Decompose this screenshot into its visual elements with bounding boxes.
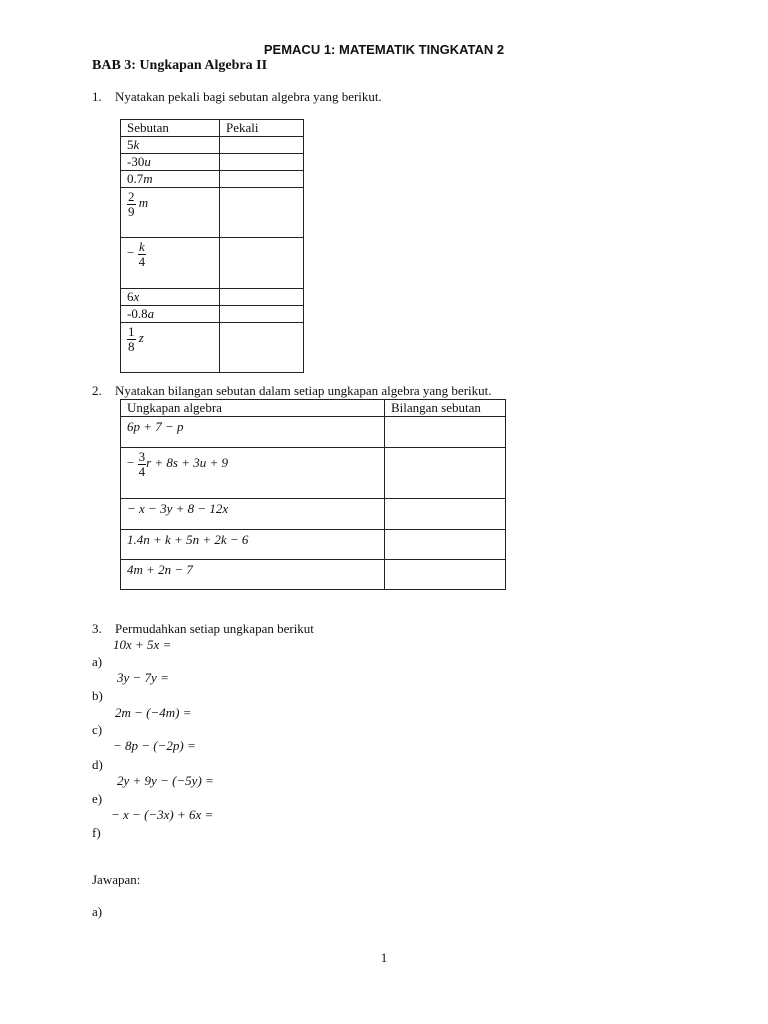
question-1-number: 1. (92, 89, 102, 104)
table-row (121, 171, 304, 188)
term-count-table (120, 399, 506, 590)
label-c: c) (92, 722, 103, 737)
answer-label-a: a) (92, 904, 103, 919)
term-cell: $\frac{2}{9}$ m (121, 188, 220, 238)
expression-cell: − $\frac{3}{4}$ r + 8s + 3u + 9 (121, 448, 385, 499)
answer-cell[interactable] (385, 499, 506, 530)
answer-cell[interactable] (220, 306, 304, 323)
table-header-sebutan: Sebutan (121, 120, 220, 137)
table-row (121, 306, 304, 323)
question-2-number: 2. (92, 383, 102, 398)
answer-cell[interactable] (220, 289, 304, 306)
table-header-pekali: Pekali (220, 120, 304, 137)
coefficient-table (120, 119, 304, 373)
table-row (121, 289, 304, 306)
expression-c: 2m − (−4m) = (115, 705, 192, 720)
term-cell: 5k (121, 137, 220, 154)
question-3-text: Permudahkan setiap ungkapan berikut (115, 621, 314, 636)
fraction: $\frac{1}{8}$ (128, 324, 135, 354)
question-1-text: Nyatakan pekali bagi sebutan algebra yang berikut. (115, 89, 382, 104)
table-row (121, 499, 506, 530)
label-e: e) (92, 791, 103, 806)
page-header-title: PEMACU 1: MATEMATIK TINGKATAN 2 (263, 42, 505, 57)
question-3-number: 3. (92, 621, 102, 636)
term-cell: − $\frac{k}{4}$ (121, 238, 220, 289)
answer-cell[interactable] (385, 560, 506, 590)
answer-cell[interactable] (220, 238, 304, 289)
table-row (121, 154, 304, 171)
answer-cell[interactable] (385, 417, 506, 448)
term-cell: -30u (121, 154, 220, 171)
expression-cell: 6p + 7 − p (121, 417, 385, 448)
table-row (121, 417, 506, 448)
question-2 (92, 383, 492, 399)
table-header-ungkapan: Ungkapan algebra (121, 400, 385, 417)
table-row (121, 137, 304, 154)
fraction: $\frac{2}{9}$ (128, 189, 135, 219)
table-row (121, 188, 304, 238)
table-header-bilangan: Bilangan sebutan (385, 400, 506, 417)
expression-d: − 8p − (−2p) = (113, 738, 196, 753)
label-f: f) (92, 825, 101, 840)
expression-f: − x − (−3x) + 6x = (111, 807, 214, 822)
answer-cell[interactable] (385, 448, 506, 499)
expression-a: 10x + 5x = (113, 637, 172, 652)
expression-e: 2y + 9y − (−5y) = (117, 773, 214, 788)
expression-cell: 1.4n + k + 5n + 2k − 6 (121, 530, 385, 560)
fraction: $\frac{3}{4}$ (138, 449, 146, 479)
term-cell: -0.8a (121, 306, 220, 323)
answer-cell[interactable] (220, 137, 304, 154)
expression-b: 3y − 7y = (117, 670, 169, 685)
answer-cell[interactable] (220, 171, 304, 188)
answers-heading: Jawapan: (92, 872, 141, 887)
term-cell: 6x (121, 289, 220, 306)
table-row (121, 448, 506, 499)
term-cell: $\frac{1}{8}$ z (121, 323, 220, 373)
answer-cell[interactable] (385, 530, 506, 560)
page-number: 1 (380, 950, 388, 965)
expression-cell: − x − 3y + 8 − 12x (121, 499, 385, 530)
term-cell: 0.7m (121, 171, 220, 188)
expression-cell: 4m + 2n − 7 (121, 560, 385, 590)
table-row (121, 530, 506, 560)
question-3 (92, 621, 314, 637)
answer-cell[interactable] (220, 154, 304, 171)
chapter-title: BAB 3: Ungkapan Algebra II (92, 58, 268, 73)
question-2-text: Nyatakan bilangan sebutan dalam setiap ungkapan algebra yang berikut. (115, 383, 492, 398)
label-a: a) (92, 654, 103, 669)
fraction: $\frac{k}{4}$ (138, 239, 146, 269)
table-row (121, 238, 304, 289)
answer-cell[interactable] (220, 323, 304, 373)
table-row (121, 323, 304, 373)
label-b: b) (92, 688, 103, 703)
answer-cell[interactable] (220, 188, 304, 238)
table-row (121, 560, 506, 590)
label-d: d) (92, 757, 103, 772)
question-1 (92, 89, 382, 105)
